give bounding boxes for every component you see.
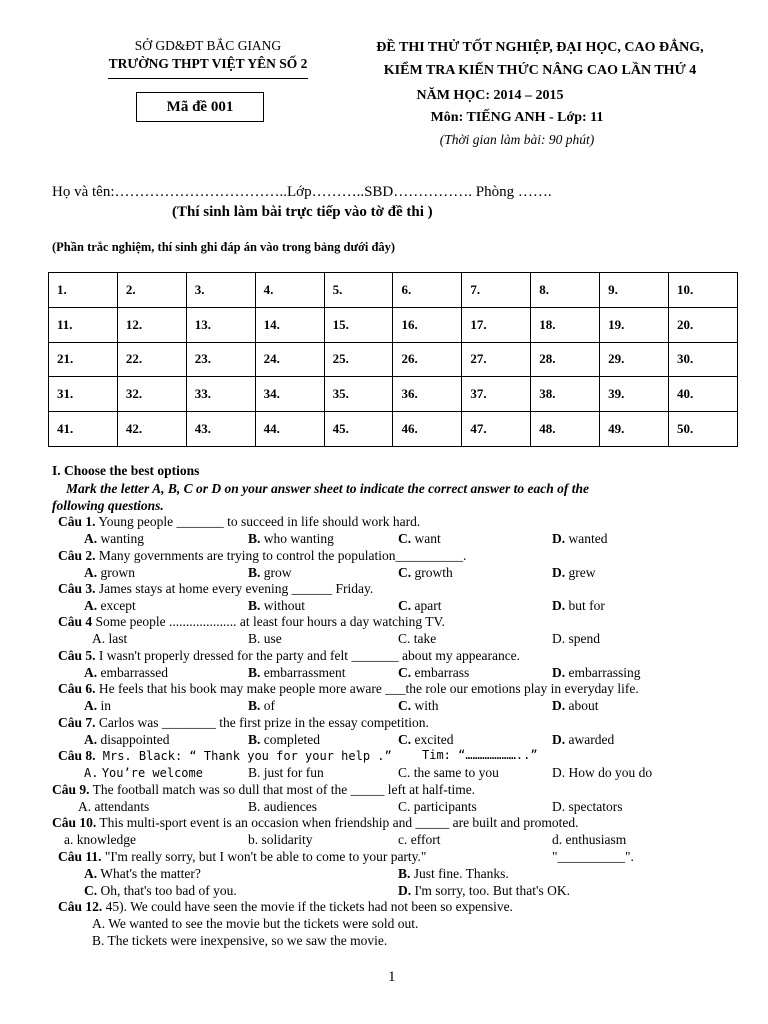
option-text: who wanting [263, 531, 334, 546]
option-text: audiences [263, 799, 317, 814]
answer-cell[interactable]: 32. [117, 377, 186, 412]
question-number: Câu 10. [52, 815, 97, 830]
option-text: but for [568, 598, 605, 613]
answer-option[interactable] [398, 565, 453, 581]
option-letter: A. [92, 631, 106, 646]
question-stem [58, 748, 392, 764]
answer-cell[interactable]: 24. [255, 342, 324, 377]
question-text: This multi-sport event is an occasion when friendship and _____ are built and promoted. [96, 815, 579, 830]
option-text: awarded [568, 732, 615, 747]
answer-option[interactable] [398, 598, 441, 614]
answer-cell[interactable]: 23. [186, 342, 255, 377]
option-text: except [100, 598, 136, 613]
answer-option[interactable] [84, 883, 237, 899]
header-divider [108, 78, 308, 79]
question-stem [58, 899, 513, 915]
option-letter: A. [84, 531, 98, 546]
option-letter: B. [248, 565, 261, 580]
answer-row [49, 342, 738, 377]
answer-cell[interactable]: 12. [117, 307, 186, 342]
answer-option[interactable] [78, 799, 149, 815]
question-stem [58, 581, 373, 597]
question-text: The football match was so dull that most of the _____ left at half-time. [89, 782, 476, 797]
section-directions-1: Mark the letter A, B, C or D on your answer sheet to indicate the correct answer to each of the [66, 481, 590, 496]
option-letter: D. [552, 799, 566, 814]
answer-cell[interactable]: 40. [669, 377, 738, 412]
question-number: Câu 4 [58, 614, 93, 629]
answer-cell[interactable]: 35. [324, 377, 393, 412]
option-text: just for fun [263, 765, 324, 780]
option-letter: C. [398, 799, 411, 814]
page-number: 1 [388, 969, 396, 985]
question-number: Câu 11. [58, 849, 102, 864]
answer-option[interactable] [552, 832, 626, 848]
option-text: grown [100, 565, 135, 580]
option-text: solidarity [261, 832, 313, 847]
option-letter: C. [398, 531, 412, 546]
option-text: embarrassing [568, 665, 641, 680]
answer-cell[interactable]: 15. [324, 307, 393, 342]
option-letter: B. [248, 765, 261, 780]
option-text: effort [410, 832, 441, 847]
option-letter: b. [248, 832, 259, 847]
answer-option[interactable] [398, 732, 453, 748]
answer-cell[interactable]: 21. [49, 342, 118, 377]
answer-cell[interactable]: 14. [255, 307, 324, 342]
answer-option[interactable] [552, 598, 605, 614]
option-text: We wanted to see the movie but the tickets were sold out. [108, 916, 419, 931]
option-letter: A. [84, 866, 98, 881]
answer-cell[interactable]: 47. [462, 412, 531, 447]
option-text: knowledge [76, 832, 136, 847]
direct-instruction: (Thí sinh làm bài trực tiếp vào tờ đề thi ) [172, 204, 433, 220]
answer-row [49, 377, 738, 412]
question-number: Câu 2. [58, 548, 96, 563]
answer-cell[interactable]: 19. [600, 307, 669, 342]
answer-cell[interactable]: 27. [462, 342, 531, 377]
question-text: I wasn't properly dressed for the party and felt _______ about my appearance. [95, 648, 521, 663]
answer-option[interactable] [84, 698, 111, 714]
answer-option[interactable] [84, 765, 203, 781]
answer-cell[interactable]: 30. [669, 342, 738, 377]
option-text: apart [414, 598, 442, 613]
section-directions-2: following questions. [52, 498, 164, 513]
answer-cell[interactable]: 16. [393, 307, 462, 342]
option-text: take [413, 631, 437, 646]
option-letter: B. [248, 799, 261, 814]
answer-option[interactable] [398, 765, 499, 781]
question-number: Câu 8. [58, 748, 96, 763]
answer-option[interactable] [398, 665, 469, 681]
option-letter: C. [398, 665, 412, 680]
option-letter: D. [552, 631, 566, 646]
answer-cell[interactable]: 33. [186, 377, 255, 412]
school-name: TRƯỜNG THPT VIỆT YÊN SỐ 2 [108, 56, 308, 71]
option-text: disappointed [100, 732, 170, 747]
option-text: use [263, 631, 282, 646]
answer-option[interactable] [248, 832, 313, 848]
answer-cell[interactable]: 6. [393, 273, 462, 308]
option-letter: B. [248, 698, 261, 713]
answer-cell[interactable]: 22. [117, 342, 186, 377]
option-letter: A. [84, 766, 99, 780]
answer-option[interactable] [248, 665, 345, 681]
answer-cell[interactable]: 13. [186, 307, 255, 342]
answer-option[interactable] [248, 732, 320, 748]
exam-code-label: Mã đề 001 [166, 98, 234, 115]
answer-table [48, 272, 738, 447]
option-text: grow [263, 565, 292, 580]
answer-option[interactable] [552, 732, 614, 748]
option-letter: D. [552, 531, 566, 546]
option-text: I'm sorry, too. But that's OK. [414, 883, 570, 898]
option-text: Oh, that's too bad of you. [100, 883, 237, 898]
option-text: spend [568, 631, 600, 646]
option-text: excited [414, 732, 454, 747]
option-text: enthusiasm [565, 832, 627, 847]
option-text: attendants [94, 799, 150, 814]
option-letter: C. [398, 765, 411, 780]
answer-option[interactable] [248, 531, 334, 547]
question-stem [52, 815, 579, 831]
option-text: grew [568, 565, 596, 580]
question-text: Young people _______ to succeed in life should work hard. [95, 514, 421, 529]
answer-cell[interactable]: 9. [600, 273, 669, 308]
department-name: SỞ GD&ĐT BẮC GIANG [134, 38, 282, 53]
option-letter: B. [248, 598, 261, 613]
option-text: How do you do [568, 765, 653, 780]
question-number: Câu 7. [58, 715, 96, 730]
answer-cell[interactable]: 8. [531, 273, 600, 308]
answer-option[interactable] [552, 631, 600, 647]
answer-cell[interactable]: 11. [49, 307, 118, 342]
question-stem [58, 849, 426, 865]
question-number: Câu 12. [58, 899, 103, 914]
option-letter: A. [78, 799, 92, 814]
option-text: with [414, 698, 439, 713]
school-year: NĂM HỌC: 2014 – 2015 [416, 88, 564, 103]
question-text: Mrs. Black: “ Thank you for your help .” [95, 749, 392, 763]
answer-option[interactable] [248, 799, 317, 815]
answer-option[interactable] [84, 598, 136, 614]
option-letter: B. [92, 933, 105, 948]
option-text: Just fine. Thanks. [413, 866, 509, 881]
option-letter: c. [398, 832, 408, 847]
answer-cell[interactable]: 45. [324, 412, 393, 447]
option-letter: A. [84, 732, 98, 747]
option-text: in [100, 698, 112, 713]
option-text: The tickets were inexpensive, so we saw the movie. [107, 933, 388, 948]
answer-option[interactable] [398, 799, 477, 815]
option-letter: A. [84, 698, 98, 713]
answer-cell[interactable]: 17. [462, 307, 531, 342]
option-text: completed [263, 732, 320, 747]
question-text: Carlos was ________ the first prize in the essay competition. [95, 715, 429, 730]
answer-option[interactable] [552, 565, 596, 581]
answer-option[interactable] [92, 631, 127, 647]
answer-row [49, 307, 738, 342]
question-stem [58, 715, 429, 731]
option-text: You’re welcome [101, 766, 203, 780]
dialogue-reply-blank: "__________". [552, 849, 634, 864]
answer-cell[interactable]: 46. [393, 412, 462, 447]
option-text: the same to you [413, 765, 499, 780]
option-letter: D. [552, 765, 566, 780]
answer-option[interactable] [552, 531, 607, 547]
answer-option[interactable] [84, 531, 144, 547]
dialogue-reply-blank: Tim: “…………………..” [422, 748, 538, 762]
exam-title-line1: ĐỀ THI THỬ TỐT NGHIỆP, ĐẠI HỌC, CAO ĐẲNG, [376, 40, 704, 55]
option-text: What's the matter? [100, 866, 201, 881]
answer-cell[interactable]: 1. [49, 273, 118, 308]
option-letter: C. [398, 598, 412, 613]
answer-cell[interactable]: 18. [531, 307, 600, 342]
answer-option[interactable] [248, 765, 324, 781]
question-stem [58, 614, 445, 630]
option-text: embarrassment [263, 665, 346, 680]
option-letter: A. [92, 916, 106, 931]
answer-cell[interactable]: 25. [324, 342, 393, 377]
answer-cell[interactable]: 50. [669, 412, 738, 447]
exam-code-box [136, 92, 264, 122]
question-number: Câu 6. [58, 681, 96, 696]
option-letter: C. [398, 732, 412, 747]
option-text: last [108, 631, 128, 646]
answer-cell[interactable]: 20. [669, 307, 738, 342]
answer-option[interactable] [552, 799, 622, 815]
question-stem [58, 648, 520, 664]
question-number: Câu 5. [58, 648, 96, 663]
option-text: embarrass [414, 665, 470, 680]
student-info-line: Họ và tên:……………………………..Lớp………..SBD……………. Phòng ……. [52, 184, 552, 200]
answer-option[interactable] [84, 866, 201, 882]
option-letter: D. [552, 598, 566, 613]
option-letter: D. [552, 698, 566, 713]
answer-option[interactable] [248, 698, 275, 714]
option-letter: B. [248, 631, 261, 646]
option-text: of [263, 698, 276, 713]
answer-option[interactable] [398, 531, 441, 547]
answer-cell[interactable]: 4. [255, 273, 324, 308]
question-stem [58, 548, 466, 564]
option-letter: A. [84, 598, 98, 613]
answer-cell[interactable]: 28. [531, 342, 600, 377]
question-text: "I'm really sorry, but I won't be able to come to your party." [101, 849, 427, 864]
option-letter: D. [552, 732, 566, 747]
option-text: growth [414, 565, 453, 580]
option-letter: D. [552, 565, 566, 580]
answer-option[interactable] [92, 916, 418, 932]
answer-cell[interactable]: 3. [186, 273, 255, 308]
question-stem [58, 681, 639, 697]
answer-cell[interactable]: 10. [669, 273, 738, 308]
answer-option[interactable] [552, 698, 599, 714]
question-text: He feels that his book may make people more aware ___the role our emotions play in everyday life. [95, 681, 639, 696]
option-text: spectators [568, 799, 623, 814]
answer-cell[interactable]: 26. [393, 342, 462, 377]
option-letter: B. [398, 866, 411, 881]
answer-option[interactable] [248, 565, 292, 581]
option-letter: B. [248, 531, 261, 546]
question-text: James stays at home every evening ______ Friday. [95, 581, 374, 596]
question-text: Some people .................... at least four hours a day watching TV. [92, 614, 445, 629]
answer-cell[interactable]: 49. [600, 412, 669, 447]
answer-option[interactable] [398, 883, 570, 899]
section-title: I. Choose the best options [52, 463, 200, 478]
option-text: want [414, 531, 441, 546]
question-stem [52, 782, 475, 798]
answer-cell[interactable]: 44. [255, 412, 324, 447]
option-letter: C. [84, 883, 98, 898]
option-letter: C. [398, 565, 412, 580]
option-letter: C. [398, 698, 412, 713]
answer-cell[interactable]: 43. [186, 412, 255, 447]
question-number: Câu 9. [52, 782, 90, 797]
subject-line: Môn: TIẾNG ANH - Lớp: 11 [430, 110, 604, 125]
answer-cell[interactable]: 7. [462, 273, 531, 308]
answer-option[interactable] [398, 832, 441, 848]
answer-row [49, 273, 738, 308]
answer-cell[interactable]: 29. [600, 342, 669, 377]
option-letter: A. [84, 565, 98, 580]
answer-cell[interactable]: 48. [531, 412, 600, 447]
question-number: Câu 1. [58, 514, 96, 529]
question-text: Many governments are trying to control the population__________. [95, 548, 467, 563]
answer-cell[interactable]: 36. [393, 377, 462, 412]
option-letter: A. [84, 665, 98, 680]
question-text: 45). We could have seen the movie if the tickets had not been so expensive. [102, 899, 513, 914]
answer-option[interactable] [398, 866, 509, 882]
answer-option[interactable] [84, 665, 168, 681]
answer-cell[interactable]: 34. [255, 377, 324, 412]
answer-cell[interactable]: 38. [531, 377, 600, 412]
answer-option[interactable] [84, 732, 170, 748]
answer-cell[interactable]: 2. [117, 273, 186, 308]
option-letter: C. [398, 631, 411, 646]
option-letter: B. [248, 665, 261, 680]
answer-option[interactable] [552, 765, 652, 781]
option-text: embarrassed [100, 665, 168, 680]
answer-option[interactable] [84, 565, 135, 581]
answer-option[interactable] [398, 698, 439, 714]
option-letter: B. [248, 732, 261, 747]
option-text: wanted [568, 531, 608, 546]
answer-cell[interactable]: 37. [462, 377, 531, 412]
answer-cell[interactable]: 41. [49, 412, 118, 447]
exam-title-line2: KIỂM TRA KIẾN THỨC NÂNG CAO LẦN THỨ 4 [383, 63, 697, 78]
answer-row [49, 412, 738, 447]
answer-cell[interactable]: 31. [49, 377, 118, 412]
option-text: participants [413, 799, 477, 814]
answer-option[interactable] [398, 631, 436, 647]
answer-option[interactable] [64, 832, 136, 848]
answer-sheet-note: (Phần trắc nghiệm, thí sinh ghi đáp án vào trong bảng dưới đây) [52, 240, 396, 254]
option-letter: D. [398, 883, 412, 898]
option-text: wanting [100, 531, 144, 546]
answer-option[interactable] [248, 631, 282, 647]
question-stem [58, 514, 420, 530]
option-letter: D. [552, 665, 566, 680]
answer-cell[interactable]: 39. [600, 377, 669, 412]
answer-option[interactable] [92, 933, 387, 949]
answer-option[interactable] [248, 598, 305, 614]
answer-cell[interactable]: 42. [117, 412, 186, 447]
answer-option[interactable] [552, 665, 640, 681]
option-letter: d. [552, 832, 563, 847]
answer-cell[interactable]: 5. [324, 273, 393, 308]
option-text: without [263, 598, 306, 613]
option-text: about [568, 698, 599, 713]
question-number: Câu 3. [58, 581, 96, 596]
option-letter: a. [64, 832, 74, 847]
duration: (Thời gian làm bài: 90 phút) [439, 132, 595, 147]
